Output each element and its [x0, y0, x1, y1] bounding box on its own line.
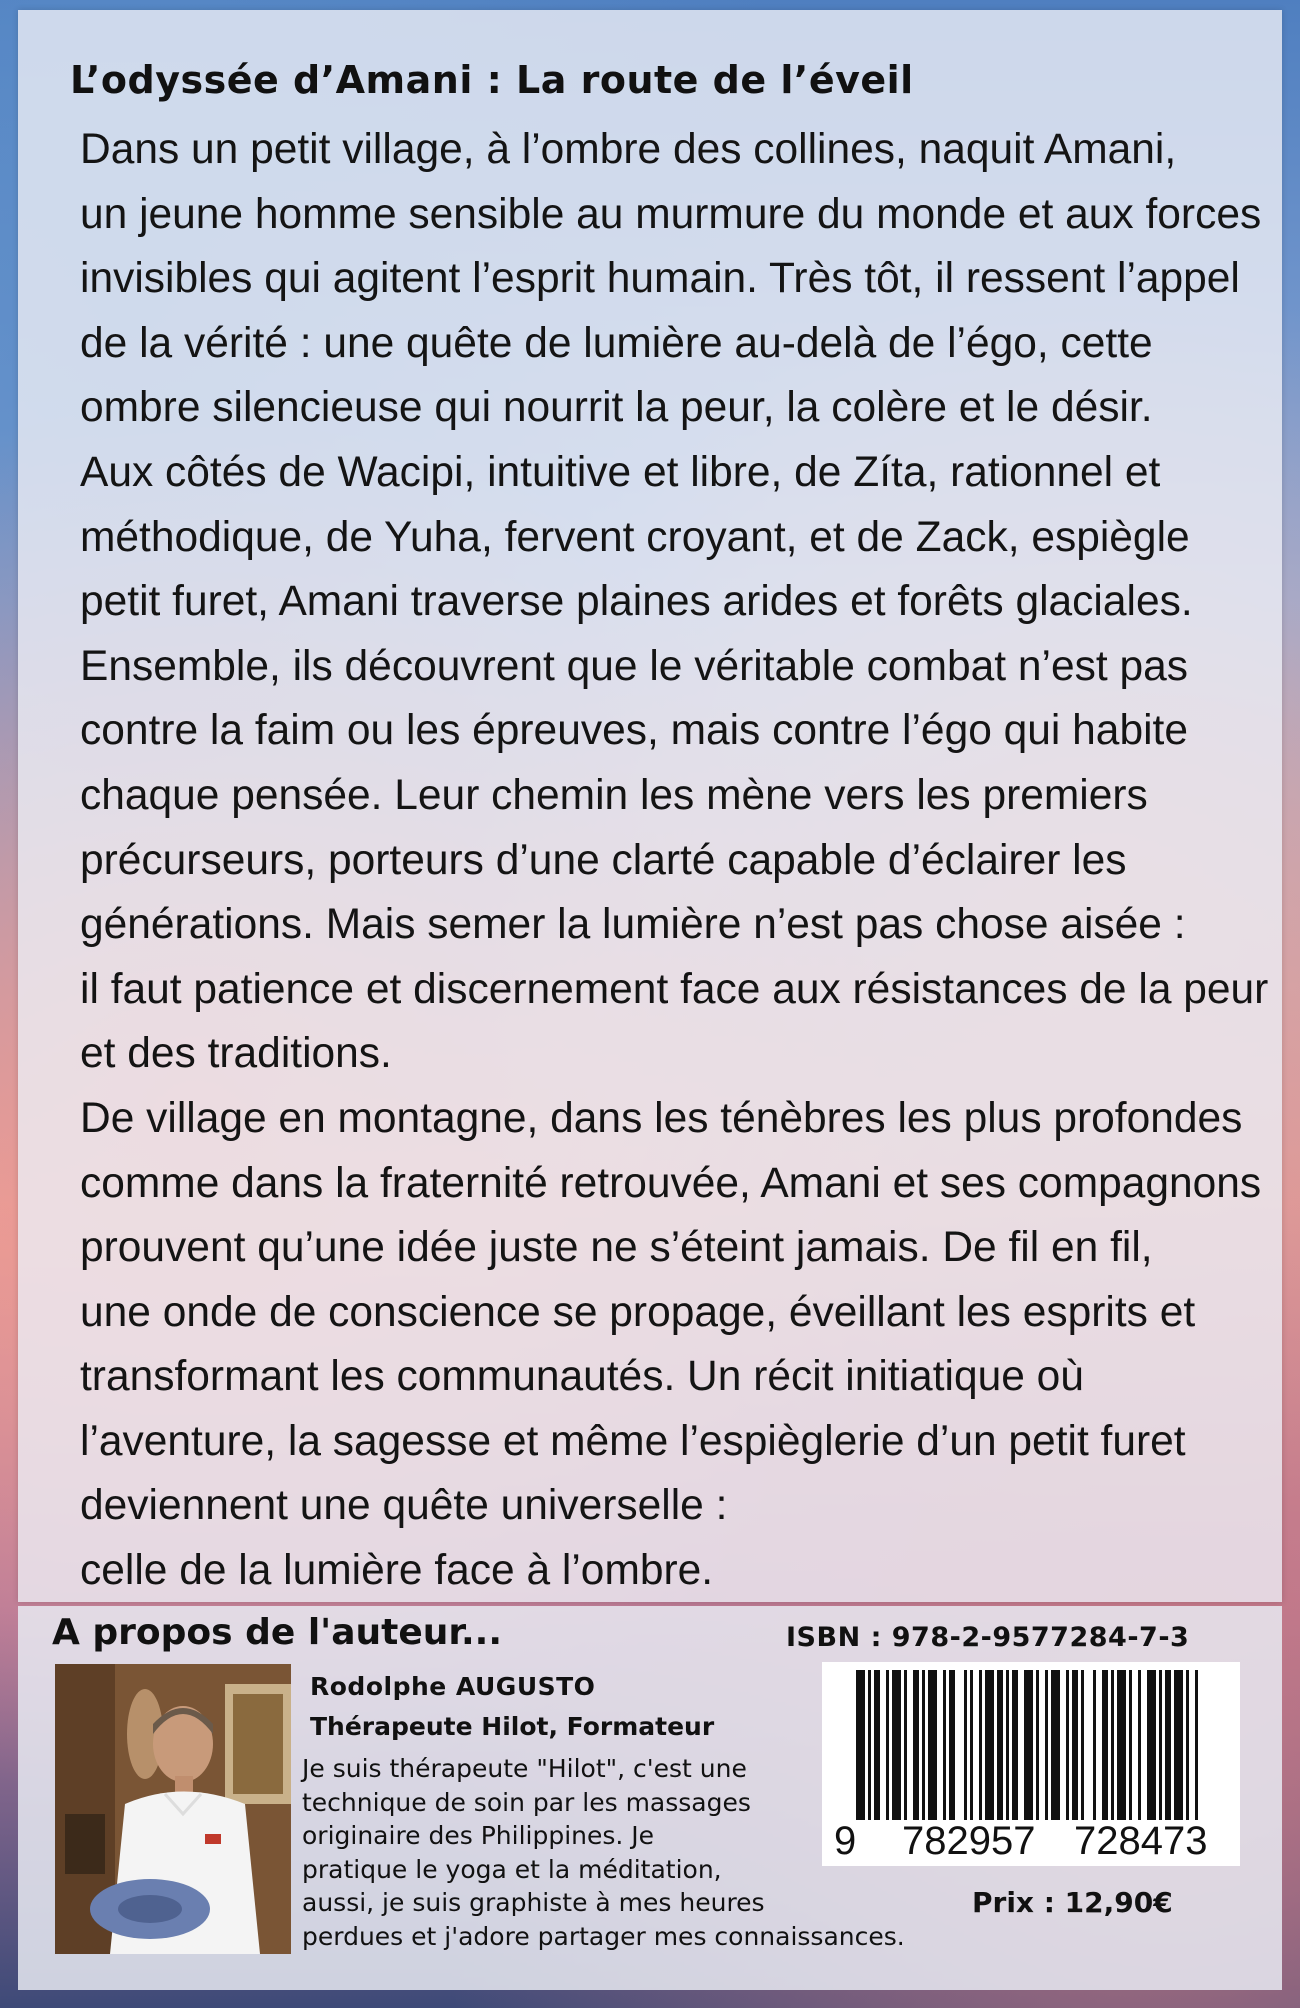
summary-line: contre la faim ou les épreuves, mais contre l’égo qui habite [80, 707, 1188, 755]
barcode-bar [1024, 1670, 1033, 1820]
barcode-bar [1186, 1670, 1189, 1820]
isbn-label: ISBN : 978-2-9577284-7-3 [786, 1622, 1190, 1653]
barcode-bar [943, 1670, 946, 1820]
barcode-bar [1093, 1670, 1096, 1820]
summary-line: Dans un petit village, à l’ombre des collines, naquit Amani, [80, 126, 1177, 173]
barcode-bar [1051, 1670, 1060, 1820]
barcode-bar [1117, 1670, 1126, 1820]
barcode-bar [892, 1670, 901, 1820]
barcode-bar [868, 1670, 871, 1820]
summary-line: une onde de conscience se propage, éveillant les esprits et [80, 1288, 1196, 1336]
bio-line: perdues et j'adore partager mes connaissances. [302, 1921, 905, 1951]
author-name: Rodolphe AUGUSTO [310, 1672, 596, 1701]
summary-line: chaque pensée. Leur chemin les mène vers les premiers [80, 771, 1148, 819]
barcode-bar [874, 1670, 880, 1820]
summary-line: petit furet, Amani traverse plaines arides et forêts glaciales. [80, 578, 1193, 626]
summary-line: de la vérité : une quête de lumière au-delà de l’égo, cette [80, 319, 1153, 367]
summary-line: l’aventure, la sagesse et même l’espièglerie d’un petit furet [80, 1417, 1186, 1465]
summary-line: précurseurs, porteurs d’une clarté capable d’éclairer les [80, 836, 1127, 884]
about-author-heading: A propos de l'auteur... [52, 1612, 503, 1653]
bio-line: pratique le yoga et la méditation, [302, 1854, 722, 1884]
barcode-bar [970, 1670, 973, 1820]
summary-line: transformant les communautés. Un récit initiatique où [80, 1353, 1084, 1401]
barcode-bar [1129, 1670, 1132, 1820]
barcode-bar [1012, 1670, 1018, 1820]
barcode-icon [822, 1662, 1240, 1866]
barcode-bar [979, 1670, 982, 1820]
author-role: Thérapeute Hilot, Formateur [310, 1712, 715, 1741]
author-bio [302, 1752, 905, 1953]
barcode-bar [1006, 1670, 1009, 1820]
bio-line: aussi, je suis graphiste à mes heures [302, 1888, 765, 1917]
barcode-bar [985, 1670, 994, 1820]
barcode-digits-right: 728473 [1074, 1819, 1208, 1863]
barcode-bar [922, 1670, 925, 1820]
barcode-bar [856, 1670, 865, 1820]
bio-line: Je suis thérapeute "Hilot", c'est une [302, 1754, 747, 1783]
barcode-bar [949, 1670, 955, 1820]
barcode-bar [904, 1670, 907, 1820]
barcode-bar [1111, 1670, 1114, 1820]
summary-line: il faut patience et discernement face aux résistances de la peur [80, 965, 1269, 1013]
barcode-bar [886, 1670, 889, 1820]
barcode-bar [997, 1670, 1003, 1820]
summary-line: méthodique, de Yuha, fervent croyant, et de Zack, espiègle [80, 513, 1190, 561]
summary-line: Aux côtés de Wacipi, intuitive et libre, de Zíta, rationnel et [80, 448, 1161, 496]
summary-line: et des traditions. [80, 1030, 392, 1078]
summary-line: prouvent qu’une idée juste ne s’éteint jamais. De fil en fil, [80, 1224, 1153, 1272]
book-title: L’odyssée d’Amani : La route de l’éveil [70, 58, 914, 102]
barcode-bar [1159, 1670, 1162, 1820]
barcode-bar [1102, 1670, 1108, 1820]
barcode-digits-left: 782957 [902, 1819, 1036, 1863]
barcode-bar [1072, 1670, 1078, 1820]
summary-line: De village en montagne, dans les ténèbres les plus profondes [80, 1094, 1243, 1142]
barcode-bar [913, 1670, 919, 1820]
summary-line: Ensemble, ils découvrent que le véritable combat n’est pas [80, 642, 1188, 690]
barcode-bar [1066, 1670, 1069, 1820]
author-photo-icon [55, 1664, 291, 1954]
summary-line: celle de la lumière face à l’ombre. [80, 1547, 714, 1595]
summary-line: invisibles qui agitent l’esprit humain. Très tôt, il ressent l’appel [80, 255, 1240, 303]
barcode-bar [964, 1670, 967, 1820]
barcode-bar [1045, 1670, 1048, 1820]
book-summary [80, 118, 1269, 1604]
summary-line: deviennent une quête universelle : [80, 1482, 728, 1530]
barcode-bar [928, 1670, 937, 1820]
barcode-bar [1174, 1670, 1183, 1820]
barcode-digit-first: 9 [834, 1819, 857, 1863]
summary-line: comme dans la fraternité retrouvée, Amani et ses compagnons [80, 1159, 1262, 1207]
summary-line: un jeune homme sensible au murmure du monde et aux forces [80, 190, 1262, 238]
barcode-bar [1195, 1670, 1198, 1820]
barcode-bar [1138, 1670, 1141, 1820]
barcode-bar [1081, 1670, 1084, 1820]
price-label: Prix : 12,90€ [972, 1886, 1173, 1919]
barcode-bar [1036, 1670, 1039, 1820]
barcode-bar [1165, 1670, 1171, 1820]
bio-line: technique de soin par les massages [302, 1787, 751, 1817]
barcode-bar [1147, 1670, 1156, 1820]
bio-line: originaire des Philippines. Je [302, 1821, 655, 1850]
summary-line: ombre silencieuse qui nourrit la peur, la colère et le désir. [80, 384, 1153, 432]
summary-line: générations. Mais semer la lumière n’est pas chose aisée : [80, 901, 1186, 949]
